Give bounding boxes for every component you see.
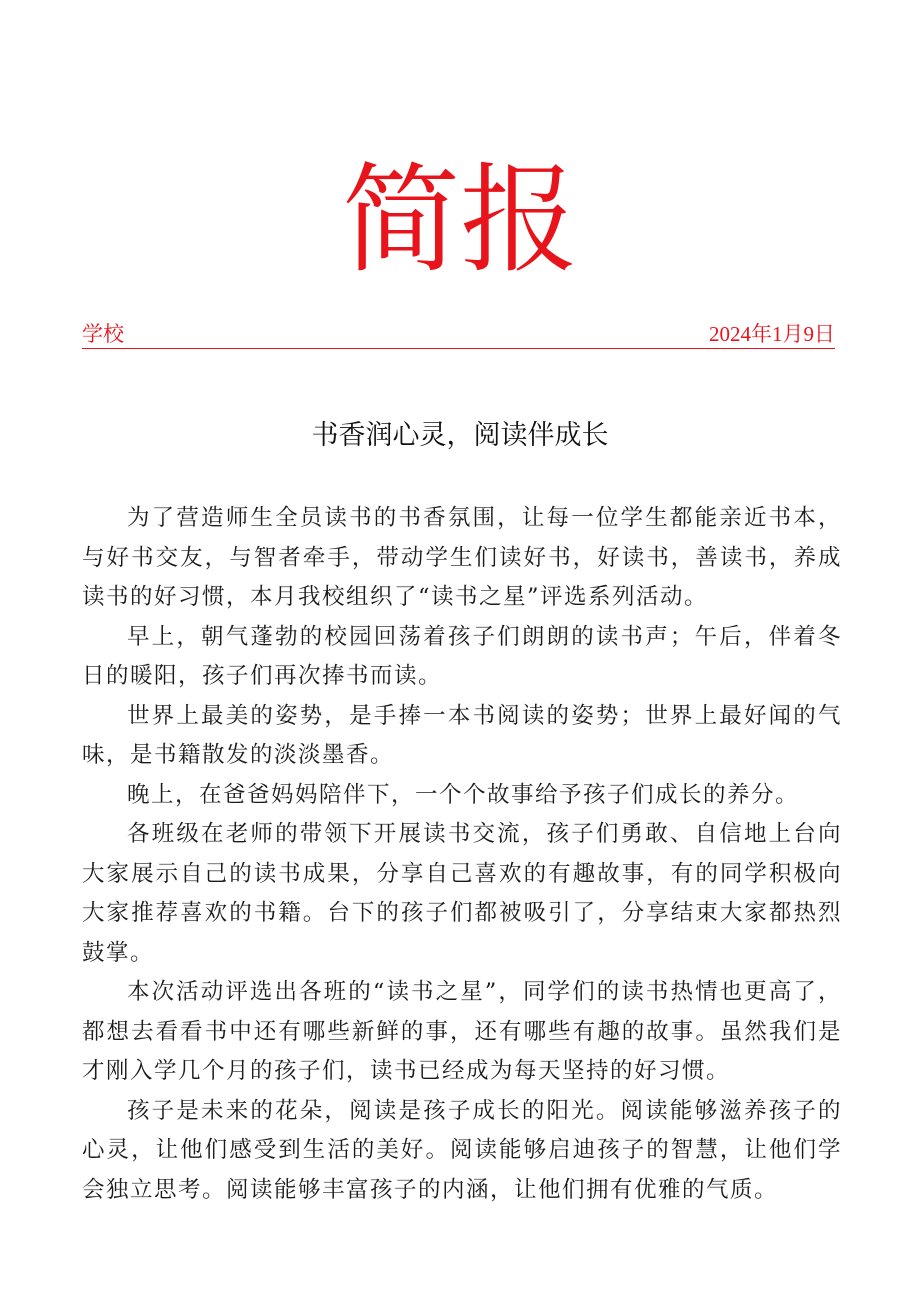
paragraph: 各班级在老师的带领下开展读书交流，孩子们勇敢、自信地上台向大家展示自己的读书成果，分享自己喜欢的有趣故事，有的同学积极向大家推荐喜欢的书籍。台下的孩子们都被吸引了，分享结束大家都热烈鼓掌。 [82,821,842,966]
paragraph: 本次活动评选出各班的“读书之星”，同学们的读书热情也更高了，都想去看看书中还有哪些新鲜的事，还有哪些有趣的故事。虽然我们是才刚入学几个月的孩子们，读书已经成为每天坚持的好习惯。 [82,979,842,1084]
issue-date: 2024年1月9日 [709,322,835,346]
meta-line [82,322,835,349]
school-label: 学校 [82,322,124,346]
paragraph: 晚上，在爸爸妈妈陪伴下，一个个故事给予孩子们成长的养分。 [127,781,800,808]
masthead-title: 简报 [341,151,578,289]
paragraph: 孩子是未来的花朵，阅读是孩子成长的阳光。阅读能够滋养孩子的心灵，让他们感受到生活的美好。阅读能够启迪孩子的智慧，让他们学会独立思考。阅读能够丰富孩子的内涵，让他们拥有优雅的气质。 [82,1097,842,1203]
paragraph: 早上，朝气蓬勃的校园回荡着孩子们朗朗的读书声；午后，伴着冬日的暖阳，孩子们再次捧书而读。 [82,623,842,689]
article-body [82,499,842,1210]
paragraph: 世界上最美的姿势，是手捧一本书阅读的姿势；世界上最好闻的气味，是书籍散发的淡淡墨香。 [82,702,842,768]
article-title: 书香润心灵，阅读伴成长 [311,420,609,451]
paragraph: 为了营造师生全员读书的书香氛围，让每一位学生都能亲近书本，与好书交友，与智者牵手，带动学生们读好书，好读书，善读书，养成读书的好习惯，本月我校组织了“读书之星”评选系列活动。 [82,505,842,610]
